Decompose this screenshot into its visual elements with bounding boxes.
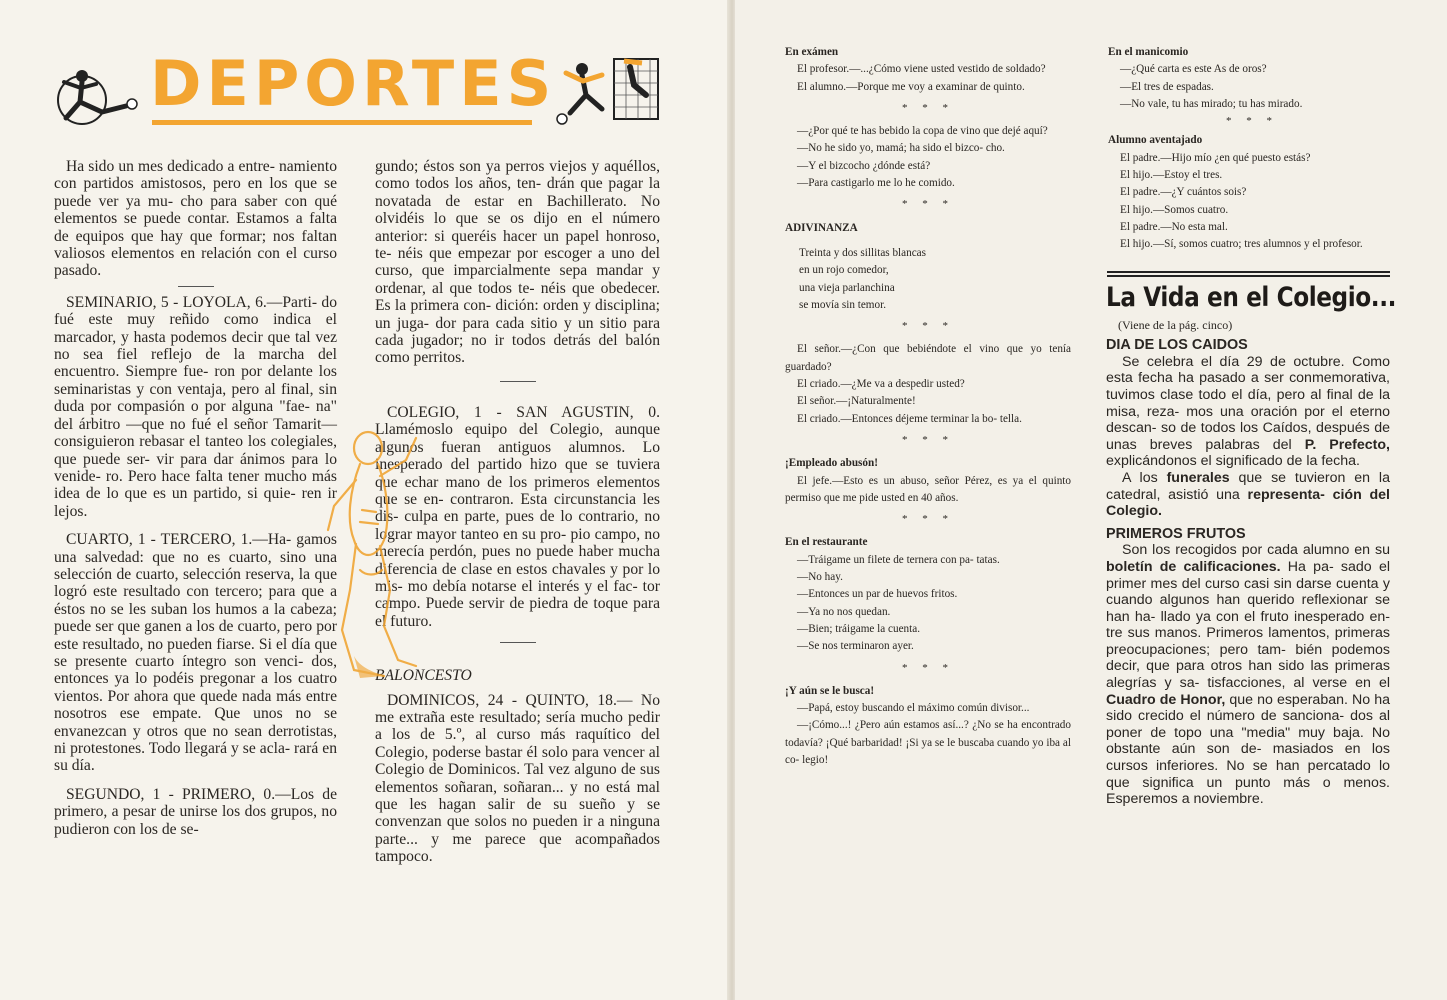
poem-line: en un rojo comedor, — [799, 264, 889, 277]
goalkeeper-illustration — [552, 55, 662, 133]
vida-colegio-article — [1106, 282, 1396, 808]
subheading-frutos: PRIMEROS FRUTOS — [1106, 525, 1246, 542]
joke-line: —Bien; tráigame la cuenta. — [797, 622, 921, 635]
stars-separator: * * * — [902, 320, 954, 333]
intro-paragraph: Ha sido un mes dedicado a entre- namiento con partidos amistosos, pero en los que se puede ver ya mu- cho para saber con qué elementos se puede contar. Estamos a falta de equipos que hay que formar; nos faltan valiosos elementos en relación con el curso pasado. — [54, 158, 337, 280]
section-title-deportes: DEPORTES — [150, 47, 557, 120]
stars-separator: * * * — [902, 433, 954, 446]
joke-line: —¿Por qué te has bebido la copa de vino que dejé aquí? — [797, 125, 1048, 138]
frutos-paragraph: Son los recogidos por cada alumno en su boletín de calificaciones. Ha pa- sado el primer mes del curso casi sin darse cuenta y cuando algunos han querido reflexionar se han ha- llado ya con el fruto inesperado en- tre sus manos. Primeros lamentos, primeras preocupaciones; pero tam- bién podemos decir, que para otros han sido las primeras alegrías y sa- tisfacciones, al verse en el Cuadro de Honor, que no esperaban. No ha sido crecido el número de sanciona- dos al poner de topo una "media" muy baja. No obstante aún son de- masiados en los cursos inferiores. No se han percatado lo que significa un punto más o menos. Esperemos a noviembre. — [1106, 542, 1390, 808]
stars-separator: * * * — [1226, 115, 1278, 128]
stars-separator: * * * — [902, 661, 954, 674]
joke-line: El profesor.—...¿Cómo viene usted vestido de soldado? — [797, 63, 1046, 76]
continued-paragraph: gundo; éstos son ya perros viejos y aquéllos, como todos los años, ten- drán que pagar la novatada de estar en Bachillerato. No olvidéis lo que se os dijo en el número anterior: si queréis hacer un papel honroso, te- néis que empezar por escoger a uno del curso, que imparcialmente sepa mandar y ordenar, al que todos te- néis que obedecer. Es la primera con- dición: orden y disciplina; un juga- dor para cada sitio y un sitio para cada jugador; no ir todos detrás del balón como perritos. — [375, 158, 660, 367]
poem-line: una vieja parlanchina — [799, 281, 895, 294]
article-title: La Vida en el Colegio... — [1106, 282, 1396, 313]
joke-title-empleado: ¡Empleado abusón! — [785, 457, 878, 470]
joke-line: —Se nos terminaron ayer. — [797, 640, 914, 653]
caidos-paragraph-2: A los funerales que se tuvieron en la catedral, asistió una representa- ción del Colegio. — [1106, 469, 1390, 520]
stars-separator: * * * — [902, 513, 954, 526]
joke-line: El padre.—Hijo mío ¿en qué puesto estás? — [1120, 151, 1311, 164]
joke-line: El hijo.—Somos cuatro. — [1120, 203, 1229, 216]
right-page — [735, 0, 1447, 1000]
poem-line: Treinta y dos sillitas blancas — [799, 246, 926, 259]
joke-line: El alumno.—Porque me voy a examinar de quinto. — [797, 80, 1025, 93]
separator — [178, 286, 214, 287]
joke-line: —No hay. — [797, 571, 843, 584]
joke-line: El señor.—¿Con que bebiéndote el vino que yo tenía guardado? — [785, 343, 1071, 373]
joke-line: —Entonces un par de huevos fritos. — [797, 588, 958, 601]
match-report-dominicos: DOMINICOS, 24 - QUINTO, 18.— No me extraña este resultado; sería mucho pedir a los de 5.º, al curso más raquítico del Colegio, poderse bastar él solo para vencer al Colegio de Dominicos. Tal vez alguno de sus elementos soñaran, soñaran... y no está mal que les hagan salir de su sueño y se convenzan que solos no pueden ir a ninguna parte... y me parece que acompañados tampoco. — [375, 691, 660, 866]
joke-line: —¿Qué carta es este As de oros? — [1120, 63, 1267, 76]
joke-title-examen: En exámen — [785, 46, 839, 58]
match-report-cuarto: CUARTO, 1 - TERCERO, 1.—Ha- gamos una salvedad: que no es cuarto, sino una selección de cuarto, selección reserva, la que logró este resultado con tercero; para que a éstos no se les suban los humos a la cabeza; puede ser que ganen a los de cuarto, pero por este resultado, no pueden fiarse. Si el día que se presente cuarto íntegro son venci- dos, entonces ya lo podéis pregonar a los cuatro vientos. Por ahora que quede nada más entre nosotros ese empate. Que unos no se envanezcan y otros que no sean derrotistas, ni protestones. Todo llegará y se acla- rará en su día. — [54, 531, 337, 775]
separator — [500, 381, 536, 382]
joke-line: El señor.—¡Naturalmente! — [797, 395, 916, 408]
joke-title-restaurante: En el restaurante — [785, 536, 868, 549]
joke-line: El padre.—No esta mal. — [1120, 220, 1228, 233]
soccer-kicker-illustration — [52, 62, 144, 136]
jokes-column — [785, 44, 1071, 769]
section-divider — [1107, 271, 1390, 277]
joke-line: —Para castigarlo me lo he comido. — [797, 177, 955, 190]
joke-line: —Ya no nos quedan. — [797, 605, 891, 618]
match-report-colegio: COLEGIO, 1 - SAN AGUSTIN, 0. Llamémoslo equipo del Colegio, aunque algunos fueran antiguos alumnos. Lo inesperado del partido hizo que se tuviera que echar mano de los primeros elementos que se en- contraron. Esta circunstancia les dis- culpa en parte, pues de lo contrario, no lograr mayor tanteo en su pro- pio campo, no merecía perdón, pues no puede haber mucha diferencia de clase en estos chavales y por lo mis- mo debía notarse el interés y el fac- tor campo. Puede servir de piedra de toque para el futuro. — [375, 403, 660, 630]
match-report-segundo: SEGUNDO, 1 - PRIMERO, 0.—Los de primero, a pesar de unirse los dos grupos, no pudieron con los de se- — [54, 785, 337, 838]
joke-line: —Tráigame un filete de ternera con pa- tatas. — [797, 553, 1000, 566]
title-underline — [152, 120, 532, 125]
article-column-1 — [54, 158, 337, 838]
subheading-baloncesto: BALONCESTO — [375, 667, 472, 685]
joke-line: —No vale, tu has mirado; tu has mirado. — [1120, 97, 1303, 110]
separator — [500, 642, 536, 643]
subheading-caidos: DIA DE LOS CAIDOS — [1106, 337, 1248, 354]
joke-title-alumno: Alumno aventajado — [1108, 134, 1203, 147]
joke-title-manicomio: En el manicomio — [1108, 46, 1189, 58]
stars-separator: * * * — [902, 198, 954, 211]
poem-line: se movía sin temor. — [799, 298, 887, 311]
joke-line: —¡Cómo...! ¿Pero aún estamos así...? ¿No se ha encontrado todavía? ¡Qué barbaridad! ¡Si ya se le buscaba cuando yo iba al co- legio! — [785, 719, 1071, 766]
joke-line: —Papá, estoy buscando el máximo común divisor... — [797, 702, 1030, 715]
continued-note: (Viene de la pág. cinco) — [1118, 317, 1233, 332]
joke-line: El hijo.—Estoy el tres. — [1120, 169, 1223, 182]
joke-line: El jefe.—Esto es un abuso, señor Pérez, es ya el quinto permiso que me pide usted en 40 años. — [785, 474, 1071, 504]
joke-line: El padre.—¿Y cuántos sois? — [1120, 186, 1247, 199]
joke-line: El criado.—Entonces déjeme terminar la bo- tella. — [797, 412, 1022, 425]
player-illustration — [320, 420, 430, 695]
joke-line: El hijo.—Sí, somos cuatro; tres alumnos y el profesor. — [1120, 238, 1363, 251]
match-report-seminario: SEMINARIO, 5 - LOYOLA, 6.—Parti- do fué este muy reñido como indica el marcador, y hasta podemos decir que tal vez no sea fiel reflejo de la marcha del encuentro. Siempre fue- ron por delante los seminaristas y con ventaja, pero al final, sin duda por compasión o por alguna "fae- na" del árbitro —que no fué el señor Tamarit— consiguieron rebasar el tanteo los colegiales, que puede ser- vir para dar ánimos para lo venide- ro. Pero hace falta tener mucho más idea de lo que es un partido, si quie- ren ir lejos. — [54, 293, 337, 520]
joke-line: —El tres de espadas. — [1120, 80, 1214, 93]
joke-line: —No he sido yo, mamá; ha sido el bizco- cho. — [797, 142, 1005, 155]
stars-separator: * * * — [902, 101, 954, 114]
joke-line: —Y el bizcocho ¿dónde está? — [797, 159, 931, 172]
jokes-column-2 — [1108, 44, 1396, 254]
joke-title-adivinanza: ADIVINANZA — [785, 221, 858, 234]
joke-title-busca: ¡Y aún se le busca! — [785, 684, 875, 697]
caidos-paragraph-1: Se celebra el día 29 de octubre. Como esta fecha ha pasado a ser conmemorativa, tuvimos clase todo el día, pero al final de la misa, reza- mos una oración por el eterno descan- so de todos los Caídos, después de unas breves palabras del P. Prefecto, explicándonos el significado de la fecha. — [1106, 353, 1390, 470]
joke-line: El criado.—¿Me va a despedir usted? — [797, 378, 965, 391]
